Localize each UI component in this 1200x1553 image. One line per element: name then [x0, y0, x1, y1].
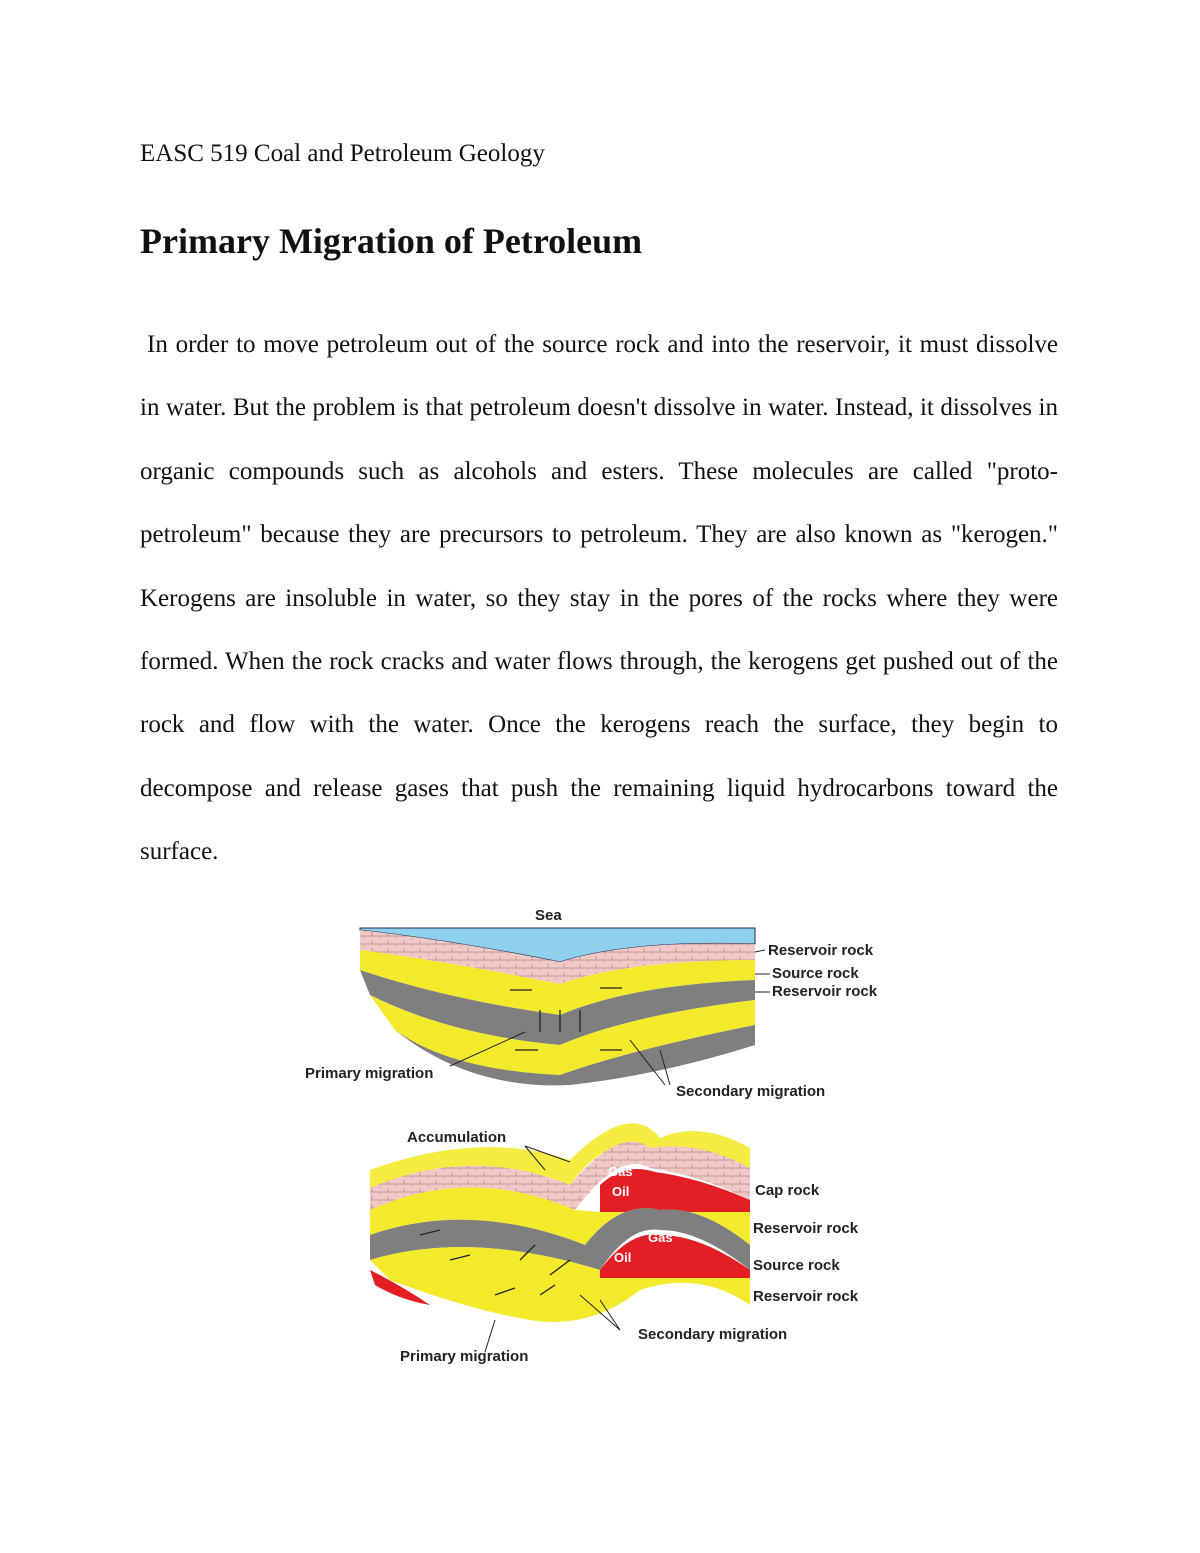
label-top-primary-migration: Primary migration — [305, 1065, 434, 1082]
bottom-diagram — [370, 1123, 859, 1365]
label-bottom-primary-migration: Primary migration — [400, 1348, 529, 1365]
label-oil-lower: Oil — [614, 1250, 632, 1265]
top-diagram — [305, 907, 878, 1100]
label-gas-lower: Gas — [648, 1230, 673, 1245]
label-accumulation: Accumulation — [407, 1129, 507, 1146]
migration-diagram — [300, 900, 900, 1370]
migration-figure — [300, 900, 900, 1370]
body-paragraph: In order to move petroleum out of the source rock and into the reservoir, it must dissolve in water. But the problem is that petroleum doesn't dissolve in water. Instead, it dissolves in organic compounds such as alcohols and esters. These molecules are called "proto-petroleum" because they are precursors to petroleum. They are also known as "kerogen." Kerogens are insoluble in water, so they stay in the pores of the rocks where they were formed. When the rock cracks and water flows through, the kerogens get pushed out of the rock and flow with the water. Once the kerogens reach the surface, they begin to decompose and release gases that push the remaining liquid hydrocarbons toward the surface. — [140, 331, 1058, 866]
label-bottom-source-rock: Source rock — [753, 1257, 840, 1274]
label-top-reservoir-lower: Reservoir rock — [772, 983, 878, 1000]
page-title: Primary Migration of Petroleum — [140, 221, 643, 261]
label-sea: Sea — [535, 907, 562, 924]
label-bottom-reservoir-lower: Reservoir rock — [753, 1288, 859, 1305]
label-top-reservoir-upper: Reservoir rock — [768, 942, 874, 959]
label-oil-upper: Oil — [612, 1184, 630, 1199]
label-cap-rock: Cap rock — [755, 1182, 820, 1199]
label-top-source-rock: Source rock — [772, 965, 859, 982]
label-bottom-secondary-migration: Secondary migration — [638, 1326, 788, 1343]
label-bottom-reservoir-upper: Reservoir rock — [753, 1220, 859, 1237]
label-gas-upper: Gas — [608, 1164, 633, 1179]
course-header: EASC 519 Coal and Petroleum Geology — [140, 140, 545, 167]
label-top-secondary-migration: Secondary migration — [676, 1083, 826, 1100]
